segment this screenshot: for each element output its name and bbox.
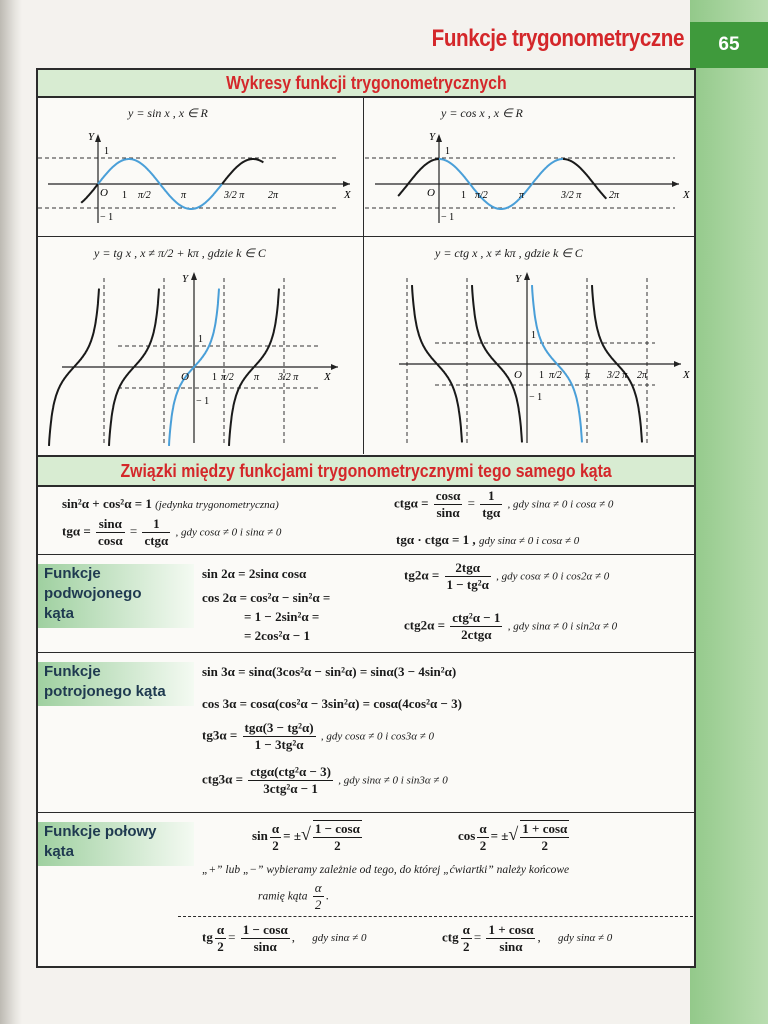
tg-def-den1: cosα bbox=[98, 533, 123, 548]
tg-y-arrow bbox=[191, 272, 197, 280]
ctg-x-label: X bbox=[683, 369, 690, 381]
ctg-tick-pi-half: π/2 bbox=[549, 370, 562, 381]
cos-graph bbox=[365, 98, 693, 236]
tg-half-alpha: α bbox=[216, 922, 225, 937]
cos-origin-label: O bbox=[427, 187, 435, 199]
tg-def-lhs: tgα = bbox=[62, 523, 91, 539]
ctg-half-condition: gdy sinα ≠ 0 bbox=[557, 932, 613, 945]
tg2-num: 2tgα bbox=[455, 560, 480, 575]
cos-half-lhs: cos bbox=[458, 827, 476, 843]
tg-tick-pi-half: π/2 bbox=[221, 372, 234, 383]
sin-graph bbox=[38, 98, 362, 236]
sin-half-alpha: α bbox=[271, 820, 280, 836]
triple-angle-label bbox=[38, 662, 194, 706]
tg-tick-1: 1 bbox=[212, 372, 217, 383]
tg-double-formula bbox=[404, 560, 609, 593]
ctg-tick-3pi-half: 3/2 π bbox=[607, 370, 628, 381]
graphs-header-text: Wykresy funkcji trygonometrycznych bbox=[225, 73, 507, 93]
tg-graph bbox=[38, 238, 362, 454]
double-label-line-3: kąta bbox=[44, 605, 75, 622]
sin-half-eq: = ± bbox=[283, 827, 301, 843]
cos-graph-label: y = cos x , x ∈ R bbox=[441, 106, 523, 120]
tg-one-label: 1 bbox=[198, 334, 203, 345]
graphs-header bbox=[38, 70, 694, 98]
sin-curve-left bbox=[81, 184, 98, 203]
cos-half-alpha: α bbox=[479, 820, 487, 836]
pythagorean-note: (jedynka trygonometryczna) bbox=[155, 499, 279, 511]
sin-one-label: 1 bbox=[104, 146, 109, 157]
tg2-den: 1 − tg²α bbox=[446, 577, 489, 592]
tg-tick-pi: π bbox=[254, 372, 260, 383]
tg2-condition: , gdy cosα ≠ 0 i cos2α ≠ 0 bbox=[496, 570, 610, 583]
tg-graph-label: y = tg x , x ≠ π/2 + kπ , gdzie k ∈ C bbox=[94, 246, 266, 260]
ctg3-den: 3ctg²α − 1 bbox=[263, 781, 318, 796]
ctg-origin-label: O bbox=[514, 369, 522, 381]
page-number: 65 bbox=[690, 22, 768, 68]
tg-def-condition: , gdy cosα ≠ 0 i sinα ≠ 0 bbox=[175, 526, 282, 539]
cos-tick-pi-half: π/2 bbox=[475, 190, 488, 201]
cos2-line-3: = 2cos²α − 1 bbox=[244, 628, 311, 643]
ctg-def-num1: cosα bbox=[435, 488, 461, 503]
sin-graph-label: y = sin x , x ∈ R bbox=[128, 106, 208, 120]
half-note2-text: ramię kąta bbox=[258, 890, 308, 903]
ctg3-num: ctgα(ctg²α − 3) bbox=[250, 764, 331, 779]
double-angle-label bbox=[38, 564, 194, 628]
cos-tick-1: 1 bbox=[461, 190, 466, 201]
cos-x-label: X bbox=[683, 189, 690, 201]
tg3-num: tgα(3 − tg²α) bbox=[244, 720, 314, 735]
content-frame bbox=[36, 68, 696, 968]
product-condition: gdy sinα ≠ 0 i cosα ≠ 0 bbox=[478, 535, 580, 547]
tg2-lhs: tg2α = bbox=[404, 567, 440, 583]
tg-half-lhs: tg bbox=[202, 929, 213, 945]
half-note-two: 2 bbox=[314, 897, 322, 912]
tg-half-num: 1 − cosα bbox=[242, 922, 288, 937]
half-label-line-2: kąta bbox=[44, 843, 75, 860]
ctg-tick-1: 1 bbox=[539, 370, 544, 381]
pythagorean-identity bbox=[62, 496, 279, 512]
graphs-divider-vertical bbox=[363, 98, 364, 454]
cos-half-rad-num: 1 + cosα bbox=[522, 821, 568, 836]
tg3-condition: , gdy cosα ≠ 0 i cos3α ≠ 0 bbox=[320, 730, 435, 743]
triple-label-line-1: Funkcje bbox=[44, 663, 101, 680]
tg-x-arrow bbox=[331, 364, 338, 370]
page-spine-shadow bbox=[0, 0, 22, 1024]
ctg-def-num2: 1 bbox=[488, 488, 495, 503]
page-title: Funkcje trygonometryczne bbox=[431, 25, 684, 52]
double-label-line-1: Funkcje bbox=[44, 565, 101, 582]
ctg-def-condition: , gdy sinα ≠ 0 i cosα ≠ 0 bbox=[507, 498, 614, 511]
sin-tick-3pi-half: 3/2 π bbox=[224, 190, 245, 201]
cos-one-label: 1 bbox=[445, 146, 450, 157]
sin-graph-cell bbox=[38, 98, 362, 236]
sin-y-arrow bbox=[95, 134, 101, 142]
graphs-divider-horizontal bbox=[38, 236, 694, 237]
ctg-half-lhs: ctg bbox=[442, 929, 459, 945]
tg-x-label: X bbox=[324, 371, 331, 383]
cos-half-two: 2 bbox=[479, 837, 487, 853]
cos-tick-3pi-half: 3/2 π bbox=[561, 190, 582, 201]
tg-def-num1: sinα bbox=[98, 516, 122, 531]
tg-tick-3pi-half: 3/2 π bbox=[278, 372, 299, 383]
cos2-line-2: = 1 − 2sin²α = bbox=[244, 609, 320, 624]
sin-half-formula: sin $\frac{\alpha}{2}$ = ±√ $\frac{1 - \cos\alpha}{2}$ bbox=[252, 820, 360, 853]
sin2-text: sin 2α = 2sinα cosα bbox=[202, 566, 307, 581]
sin-tick-1: 1 bbox=[122, 190, 127, 201]
ctg-graph-label: y = ctg x , x ≠ kπ , gdzie k ∈ C bbox=[435, 246, 583, 260]
product-formula: tgα · ctgα = 1 , bbox=[396, 532, 476, 547]
half-sign-note-2: ramię kąta $\frac{\alpha}{2}$ . bbox=[258, 880, 329, 912]
sin-origin-label: O bbox=[100, 187, 108, 199]
tg-def-den2: ctgα bbox=[144, 533, 169, 548]
tg-definition: tgα = $\frac{\sin\alpha}{\cos\alpha}$ = $\frac{1}{\text{ctgα}}$ , gdy cosα ≠ 0 i sinα ≠ 0 bbox=[62, 516, 282, 548]
half-label-line-1: Funkcje połowy bbox=[44, 823, 157, 840]
ctg-one-label: 1 bbox=[531, 330, 536, 341]
pythagorean-formula: sin²α + cos²α = 1 bbox=[62, 496, 152, 511]
tg-half-two: 2 bbox=[217, 939, 224, 954]
sin-minus-one-label: − 1 bbox=[100, 212, 114, 223]
triple-label-line-2: potrojonego kąta bbox=[44, 683, 166, 700]
tg-graph-cell bbox=[38, 238, 362, 454]
ctg-tick-2pi: 2π bbox=[637, 370, 648, 381]
half-note-alpha: α bbox=[314, 880, 322, 895]
ctg3-lhs: ctg3α = bbox=[202, 771, 244, 787]
relations-header-text: Związki między funkcjami trygonometrycznymi tego samego kąta bbox=[120, 461, 612, 481]
sin-half-lhs: sin bbox=[252, 827, 268, 843]
ctg-x-arrow bbox=[674, 361, 681, 367]
cos-half-rad-den: 2 bbox=[541, 838, 549, 853]
cos-y-label: Y bbox=[429, 131, 436, 143]
cos-triple-formula bbox=[202, 696, 462, 712]
half-sign-note: „+” lub „−” wybieramy zależnie od tego, do której „ćwiartki” należy końcowe bbox=[202, 864, 570, 876]
ctg2-condition: , gdy sinα ≠ 0 i sin2α ≠ 0 bbox=[507, 620, 618, 633]
sin-tick-2pi: 2π bbox=[268, 190, 279, 201]
sin-tick-pi: π bbox=[181, 190, 187, 201]
ctg2-num: ctg²α − 1 bbox=[452, 610, 501, 625]
double-label-line-2: podwojonego bbox=[44, 585, 142, 602]
cos-tick-pi: π bbox=[519, 190, 525, 201]
tg-minus-one-label: − 1 bbox=[196, 396, 210, 407]
ctg2-lhs: ctg2α = bbox=[404, 617, 446, 633]
tg-half-den: sinα bbox=[253, 939, 277, 954]
tg-ctg-product bbox=[396, 532, 579, 548]
cos-y-arrow bbox=[436, 134, 442, 142]
sin-tick-pi-half: π/2 bbox=[138, 190, 151, 201]
tg-half-condition: gdy sinα ≠ 0 bbox=[312, 932, 367, 945]
ctg-def-den1: sinα bbox=[436, 505, 460, 520]
sin-y-label: Y bbox=[88, 131, 95, 143]
ctg-minus-one-label: − 1 bbox=[529, 392, 543, 403]
ctg-definition: ctgα = $\frac{\cos\alpha}{\sin\alpha}$ = $\frac{1}{\text{tgα}}$ , gdy sinα ≠ 0 i cosα ≠ 0 bbox=[394, 488, 614, 520]
cos2-line-1: cos 2α = cos²α − sin²α = bbox=[202, 590, 331, 605]
tg-triple-formula bbox=[202, 720, 434, 753]
ctg-y-label: Y bbox=[515, 273, 522, 285]
cos-half-eq: = ± bbox=[490, 827, 509, 843]
cos-half-formula: cos $\frac{\alpha}{2}$ = ±√ $\frac{1 + \cos\alpha}{2}$ bbox=[458, 820, 568, 853]
cos-minus-one-label: − 1 bbox=[441, 212, 455, 223]
chapter-edge-bar bbox=[690, 0, 768, 1024]
sin-curve-right bbox=[222, 159, 263, 184]
ctg-triple-formula bbox=[202, 764, 448, 797]
divider-double bbox=[38, 554, 694, 555]
ctg-tick-pi: π bbox=[585, 370, 591, 381]
sin-double-formula bbox=[202, 566, 306, 582]
cos-double-formula bbox=[202, 588, 330, 645]
tg-half-formula: tg $\frac{\alpha}{2}$ = $\frac{1 - \cos\alpha}{\sin\alpha}$ , gdy sinα ≠ 0 bbox=[202, 922, 367, 954]
sin-half-two: 2 bbox=[272, 837, 279, 853]
ctg-graph-cell bbox=[365, 238, 693, 454]
divider-triple bbox=[38, 652, 694, 653]
ctg-def-lhs: ctgα = bbox=[394, 495, 429, 511]
relations-header bbox=[38, 455, 694, 487]
cos-x-arrow bbox=[672, 181, 679, 187]
ctg-graph bbox=[365, 238, 693, 454]
ctg-half-two: 2 bbox=[462, 939, 470, 954]
ctg-half-den: sinα bbox=[499, 939, 523, 954]
cos3-text: cos 3α = cosα(cos²α − 3sin²α) = cosα(4cos²α − 3) bbox=[202, 696, 462, 711]
ctg-half-num: 1 + cosα bbox=[488, 922, 534, 937]
sin-x-arrow bbox=[343, 181, 350, 187]
ctg-half-formula: ctg $\frac{\alpha}{2}$ = $\frac{1 + \cos\alpha}{\sin\alpha}$ , gdy sinα ≠ 0 bbox=[442, 922, 613, 954]
tg-origin-label: O bbox=[181, 371, 189, 383]
sin-triple-formula bbox=[202, 664, 456, 680]
sin-half-rad-den: 2 bbox=[334, 838, 341, 853]
sin3-text: sin 3α = sinα(3cos²α − sin²α) = sinα(3 − 4sin²α) bbox=[202, 664, 457, 679]
tg3-lhs: tg3α = bbox=[202, 727, 238, 743]
tg-y-label: Y bbox=[182, 273, 189, 285]
sin-x-label: X bbox=[344, 189, 351, 201]
tg-def-num2: 1 bbox=[153, 516, 160, 531]
cos-tick-2pi: 2π bbox=[609, 190, 620, 201]
ctg3-condition: , gdy sinα ≠ 0 i sin3α ≠ 0 bbox=[338, 774, 448, 787]
ctg-double-formula bbox=[404, 610, 617, 643]
divider-half bbox=[38, 812, 694, 813]
half-dashed-divider bbox=[178, 916, 693, 917]
ctg-y-arrow bbox=[524, 272, 530, 280]
tg3-den: 1 − 3tg²α bbox=[254, 737, 304, 752]
cos-graph-cell bbox=[365, 98, 693, 236]
ctg2-den: 2ctgα bbox=[461, 627, 492, 642]
sin-half-rad-num: 1 − cosα bbox=[314, 821, 360, 836]
half-angle-label bbox=[38, 822, 194, 866]
ctg-def-den2: tgα bbox=[482, 505, 501, 520]
ctg-half-alpha: α bbox=[462, 922, 470, 937]
